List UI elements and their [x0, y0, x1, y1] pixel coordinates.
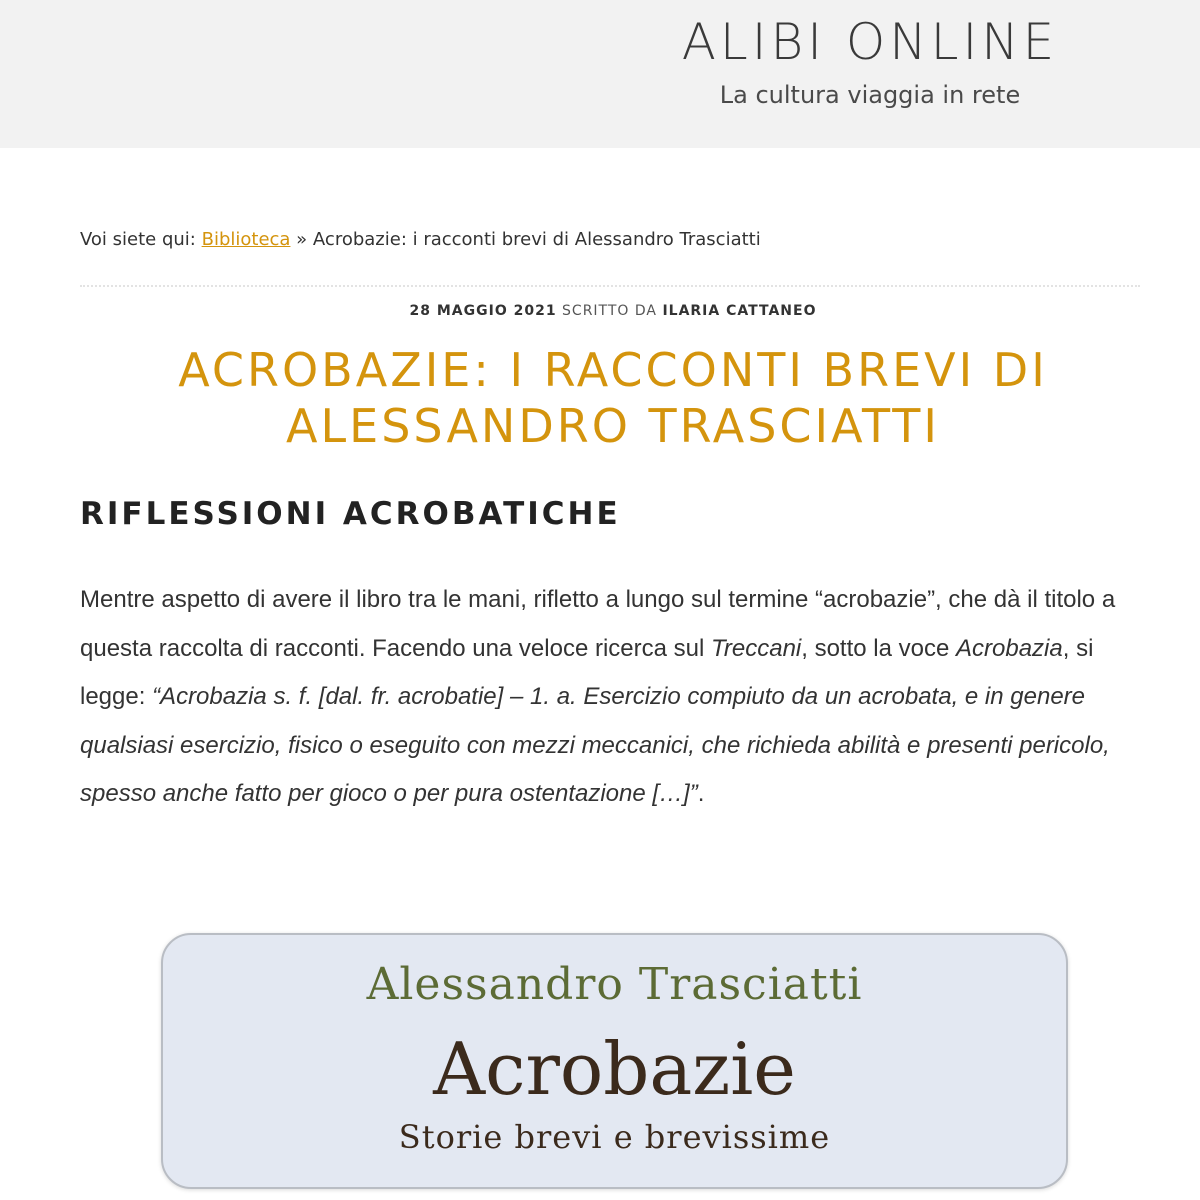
paragraph-text: Mentre aspetto di avere il libro tra le mani, rifletto a lungo sul termine “acrobazie”, che dà il titolo a questa raccolta di racconti. Facendo una veloce ricerca sul — [80, 586, 1116, 662]
paragraph-italic-treccani: Treccani — [711, 634, 802, 662]
site-title[interactable]: ALIBI ONLINE — [681, 13, 1059, 71]
cover-subtitle: Storie brevi e brevissime — [398, 1118, 831, 1156]
site-tagline: La cultura viaggia in rete — [719, 81, 1021, 109]
paragraph-text: . — [697, 780, 705, 807]
article-paragraph — [80, 576, 1150, 819]
paragraph-text: , sotto la voce — [801, 634, 956, 662]
breadcrumb — [80, 226, 761, 254]
post-written-by: SCRITTO DA — [556, 303, 663, 319]
divider — [80, 285, 1140, 287]
paragraph-text: , si legge: — [80, 634, 1094, 710]
cover-title: Acrobazie — [433, 1027, 796, 1111]
breadcrumb-current: Acrobazie: i racconti brevi di Alessandro Trasciatti — [312, 229, 761, 250]
post-author[interactable]: ILARIA CATTANEO — [662, 303, 817, 319]
post-date: 28 MAGGIO 2021 — [409, 303, 557, 319]
breadcrumb-link-biblioteca[interactable]: Biblioteca — [201, 229, 291, 250]
paragraph-italic-quote: “Acrobazia s. f. [dal. fr. acrobatie] – 1. a. Esercizio compiuto da un acrobata, e in genere qualsiasi esercizio, fisico o eseguito con mezzi meccanici, che richieda abilità e presenti pericolo, spesso anche fatto per gioco o per pura ostentazione […]” — [80, 683, 1110, 807]
section-heading: RIFLESSIONI ACROBATICHE — [80, 496, 621, 532]
paragraph-italic-acrobazia: Acrobazia — [956, 634, 1063, 662]
post-title: ACROBAZIE: I RACCONTI BREVI DI ALESSANDRO TRASCIATTI — [178, 343, 1048, 453]
breadcrumb-separator: » — [290, 229, 313, 250]
book-cover-image — [161, 933, 1068, 1189]
breadcrumb-prefix: Voi siete qui: — [80, 229, 202, 250]
cover-author: Alessandro Trasciatti — [366, 959, 863, 1010]
site-header — [0, 0, 1200, 148]
post-meta — [80, 300, 1146, 322]
